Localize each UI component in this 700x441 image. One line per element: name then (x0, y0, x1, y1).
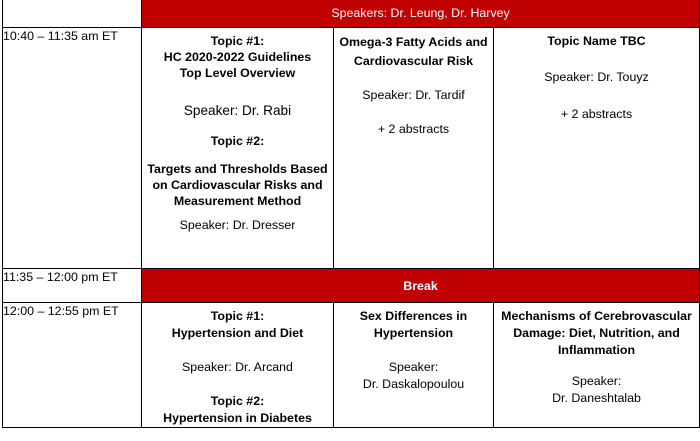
table-row-speakers (3, 0, 700, 28)
table-row-break (3, 269, 700, 303)
speaker-label: Speaker: Dr. Dresser (179, 218, 296, 232)
speaker-label: Speaker: Dr. Tardif (362, 88, 465, 102)
topic-title-line: HC 2020-2022 Guidelines (163, 50, 312, 64)
topic-label: Topic #2: (210, 134, 265, 148)
topic-label: Topic #2: (210, 394, 265, 408)
session-title-line: Hypertension (373, 326, 454, 340)
topic-title-line: Targets and Thresholds Based (147, 162, 328, 176)
table-row-session-1 (3, 28, 700, 269)
topic-title-line: Hypertension in Diabetes (163, 411, 312, 425)
time-cell-empty (3, 0, 142, 28)
speaker-name: Dr. Daskalopoulou (362, 377, 465, 391)
topic-title-line: on Cardiovascular Risks and (152, 178, 323, 192)
topic-label: Topic #1: (210, 34, 265, 48)
session-cell-2 (334, 28, 494, 269)
speaker-label: Speaker: (388, 360, 439, 374)
topic-label: Topic #1: (210, 309, 265, 323)
topic-title-line: Hypertension and Diet (171, 326, 304, 340)
speaker-label: Speaker: (571, 374, 622, 388)
time-cell (3, 303, 142, 428)
break-label: Break (403, 278, 438, 293)
session-title-line: Sex Differences in (359, 309, 468, 323)
speaker-name: Dr. Daneshtalab (552, 391, 641, 405)
schedule-table (2, 0, 700, 428)
session-cell-3 (494, 303, 700, 428)
session-title-line: Mechanisms of Cerebrovascular (501, 309, 692, 323)
session-cell-1 (142, 303, 334, 428)
speakers-banner (142, 0, 700, 28)
session-title-line: Omega-3 Fatty Acids and (339, 35, 488, 49)
time-label: 11:35 – 12:00 pm ET (3, 270, 118, 284)
topic-title-line: Measurement Method (173, 194, 302, 208)
time-cell (3, 28, 142, 269)
session-title-line: Cardiovascular Risk (353, 54, 474, 68)
time-label: 12:00 – 12:55 pm ET (3, 304, 119, 318)
abstracts-note: + 2 abstracts (377, 122, 450, 136)
session-cell-1 (142, 28, 334, 269)
speaker-label: Speaker: Dr. Arcand (182, 360, 293, 374)
session-cell-3 (494, 28, 700, 269)
topic-title-line: Top Level Overview (179, 66, 296, 80)
abstracts-note: + 2 abstracts (560, 107, 633, 121)
session-title-line: Damage: Diet, Nutrition, and (513, 326, 680, 340)
session-cell-2 (334, 303, 494, 428)
speakers-text: Speakers: Dr. Leung, Dr. Harvey (331, 6, 510, 20)
session-title-line: Topic Name TBC (547, 34, 646, 48)
speaker-label: Speaker: Dr. Rabi (183, 103, 292, 118)
session-title-line: Inflammation (557, 343, 636, 357)
table-row-session-2 (3, 303, 700, 428)
time-label: 10:40 – 11:35 am ET (3, 29, 118, 43)
speaker-label: Speaker: Dr. Touyz (544, 70, 649, 84)
break-banner (142, 269, 700, 303)
time-cell (3, 269, 142, 303)
